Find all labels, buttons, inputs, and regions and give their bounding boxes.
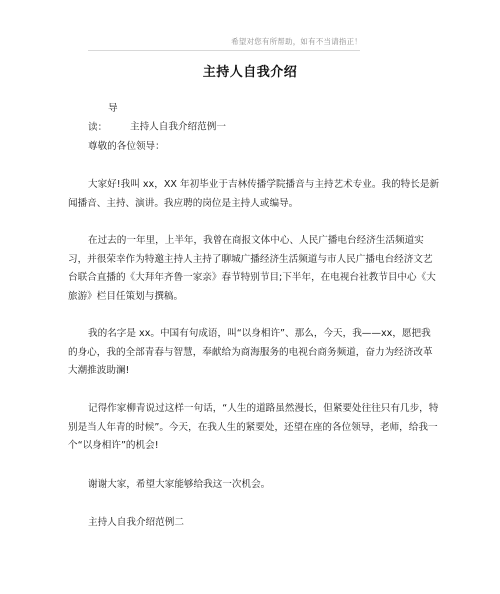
guide-text: 主持人自我介绍范例一 <box>130 121 226 133</box>
section-heading-next: 主持人自我介绍范例二 <box>88 517 184 528</box>
greeting: 尊敬的各位领导： <box>88 141 165 152</box>
paragraph-5: 谢谢大家，希望大家能够给我这一次机会。 <box>88 479 271 490</box>
guide-label: 导读： <box>88 103 118 133</box>
header-divider <box>88 50 360 51</box>
paragraph-2: 在过去的一年里，上半年，我曾在商报文体中心、人民广播电台经济生活频道实习，并很荣幸作为特邀主持人主持了聊城广播经济生活频道与市人民广播电台经济文艺台联合直播的《大拜年齐鲁一家亲》春节特别节目;下半年，在电视台社教节目中心《大旅游》栏目任策划与撰稿。 <box>68 235 436 302</box>
paragraph-1: 大家好!我叫 xx，XX 年初毕业于吉林传播学院播音与主持艺术专业。我的特长是新闻播音、主持、演讲。我应聘的岗位是主持人或编导。 <box>68 179 440 209</box>
guide-line <box>68 100 440 137</box>
document-title: 主持人自我介绍 <box>202 65 298 80</box>
header-note: 希望对您有所帮助，如有不当请指正！ <box>231 37 362 46</box>
paragraph-3: 我的名字是 xx。中国有句成语，叫“以身相许”、那么，今天，我——xx，愿把我的身心，我的全部青春与智慧，奉献给为商海服务的电视台商务频道，奋力为经济改革大潮推波助澜! <box>68 328 433 376</box>
paragraph-4: 记得作家柳青说过这样一句话，“人生的道路虽然漫长，但紧要处往往只有几步，特别是当人年青的时候”。今天，在我人生的紧要处，还望在座的各位领导，老师，给我一个“以身相许”的机会! <box>68 403 439 451</box>
